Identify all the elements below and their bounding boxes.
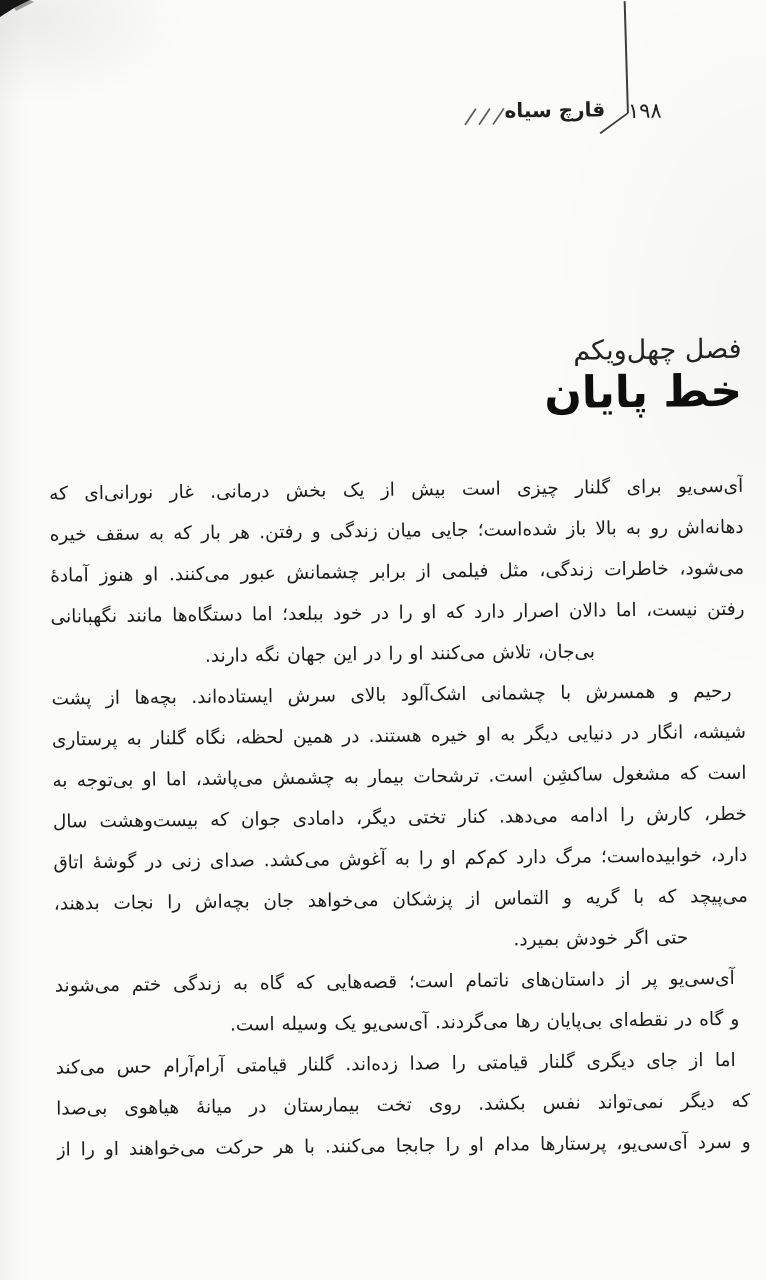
page-number: ۱۹۸	[627, 98, 662, 124]
text-line: خطر، کارش را ادامه می‌دهد. کنار تختی دیگر، دامادی جوان که بیست‌وهشت سال	[52, 803, 747, 833]
text-line: حتی اگر خودش بمیرد.	[513, 927, 689, 951]
chapter-label: فصل چهل‌ویکم	[573, 333, 742, 367]
text-line: دهانه‌اش رو به بالا باز شده‌است؛ جایی میان زندگی و رفتن. هر بار که به سقف خیره	[49, 516, 744, 546]
text-line: دارد، خوابیده‌است؛ مرگ دارد کم‌کم او را به آغوش می‌کشد. صدای زنی در گوشهٔ اتاق	[53, 844, 748, 874]
paragraph	[55, 958, 750, 1048]
text-line: بی‌جان، تلاش می‌کنند او را در این جهان نگه دارند.	[204, 641, 596, 667]
text-line: و گاه در نقطه‌ای بی‌پایان رها می‌گردند. آی‌سی‌یو یک وسیله است.	[229, 1008, 740, 1036]
text-line: اما از جای دیگری گلنار قیامتی را صدا زده‌اند. گلنار قیامتی آرام‌آرام حس می‌کند	[55, 1049, 736, 1079]
text-line: که دیگر نمی‌تواند نفس بکشد. روی تخت بیمارستان در میانهٔ هیاهوی بی‌صدا	[56, 1090, 751, 1120]
text-line: شیشه، انگار در دنیایی دیگر به او خیره هستند. در همین لحظه، نگاه گلنار به پرستاری	[51, 721, 747, 751]
text-line: رحیم و همسرش با چشمانی اشک‌آلود بالای سرش ایستاده‌اند. بچه‌ها از پشت	[51, 680, 732, 710]
text-line: است که مشغول ساکشِن است. ترشحات بیمار به چشمش می‌پاشد، اما او بی‌توجه به	[52, 762, 747, 792]
chapter-title: خط پایان	[544, 365, 743, 420]
text-line: آی‌سی‌یو پر از داستان‌های ناتمام است؛ قصه‌هایی که گاه به زندگی ختم می‌شوند	[54, 967, 735, 997]
text-line: و سرد آی‌سی‌یو، پرستارها مدام او را جابجا می‌کنند. با هر حرکت می‌خواهند او را از	[56, 1131, 751, 1161]
paragraph	[49, 466, 745, 679]
body-text	[49, 466, 751, 1171]
text-line: آی‌سی‌یو برای گلنار چیزی است بیش از یک بخش درمانی. غار نورانی‌ای که	[49, 475, 744, 505]
paragraph	[55, 1040, 750, 1171]
triple-slash-icon	[460, 103, 510, 130]
text-line: می‌شود، خاطرات زندگی، مثل فیلمی از برابر چشمانش عبور می‌کنند. او هنوز آمادهٔ	[50, 557, 745, 587]
paragraph	[51, 671, 748, 966]
text-line: می‌پیچد که با گریه و التماس از پزشکان می‌خواهد جان بچه‌اش را نجات بدهند،	[53, 885, 748, 915]
text-line: رفتن نیست، اما دالان اصرار دارد که او را در خود ببلعد؛ اما دستگاه‌ها مانند نگهبانانی	[50, 598, 745, 628]
book-title: قارچ سیاه	[504, 97, 606, 123]
chapter-heading	[544, 334, 743, 419]
